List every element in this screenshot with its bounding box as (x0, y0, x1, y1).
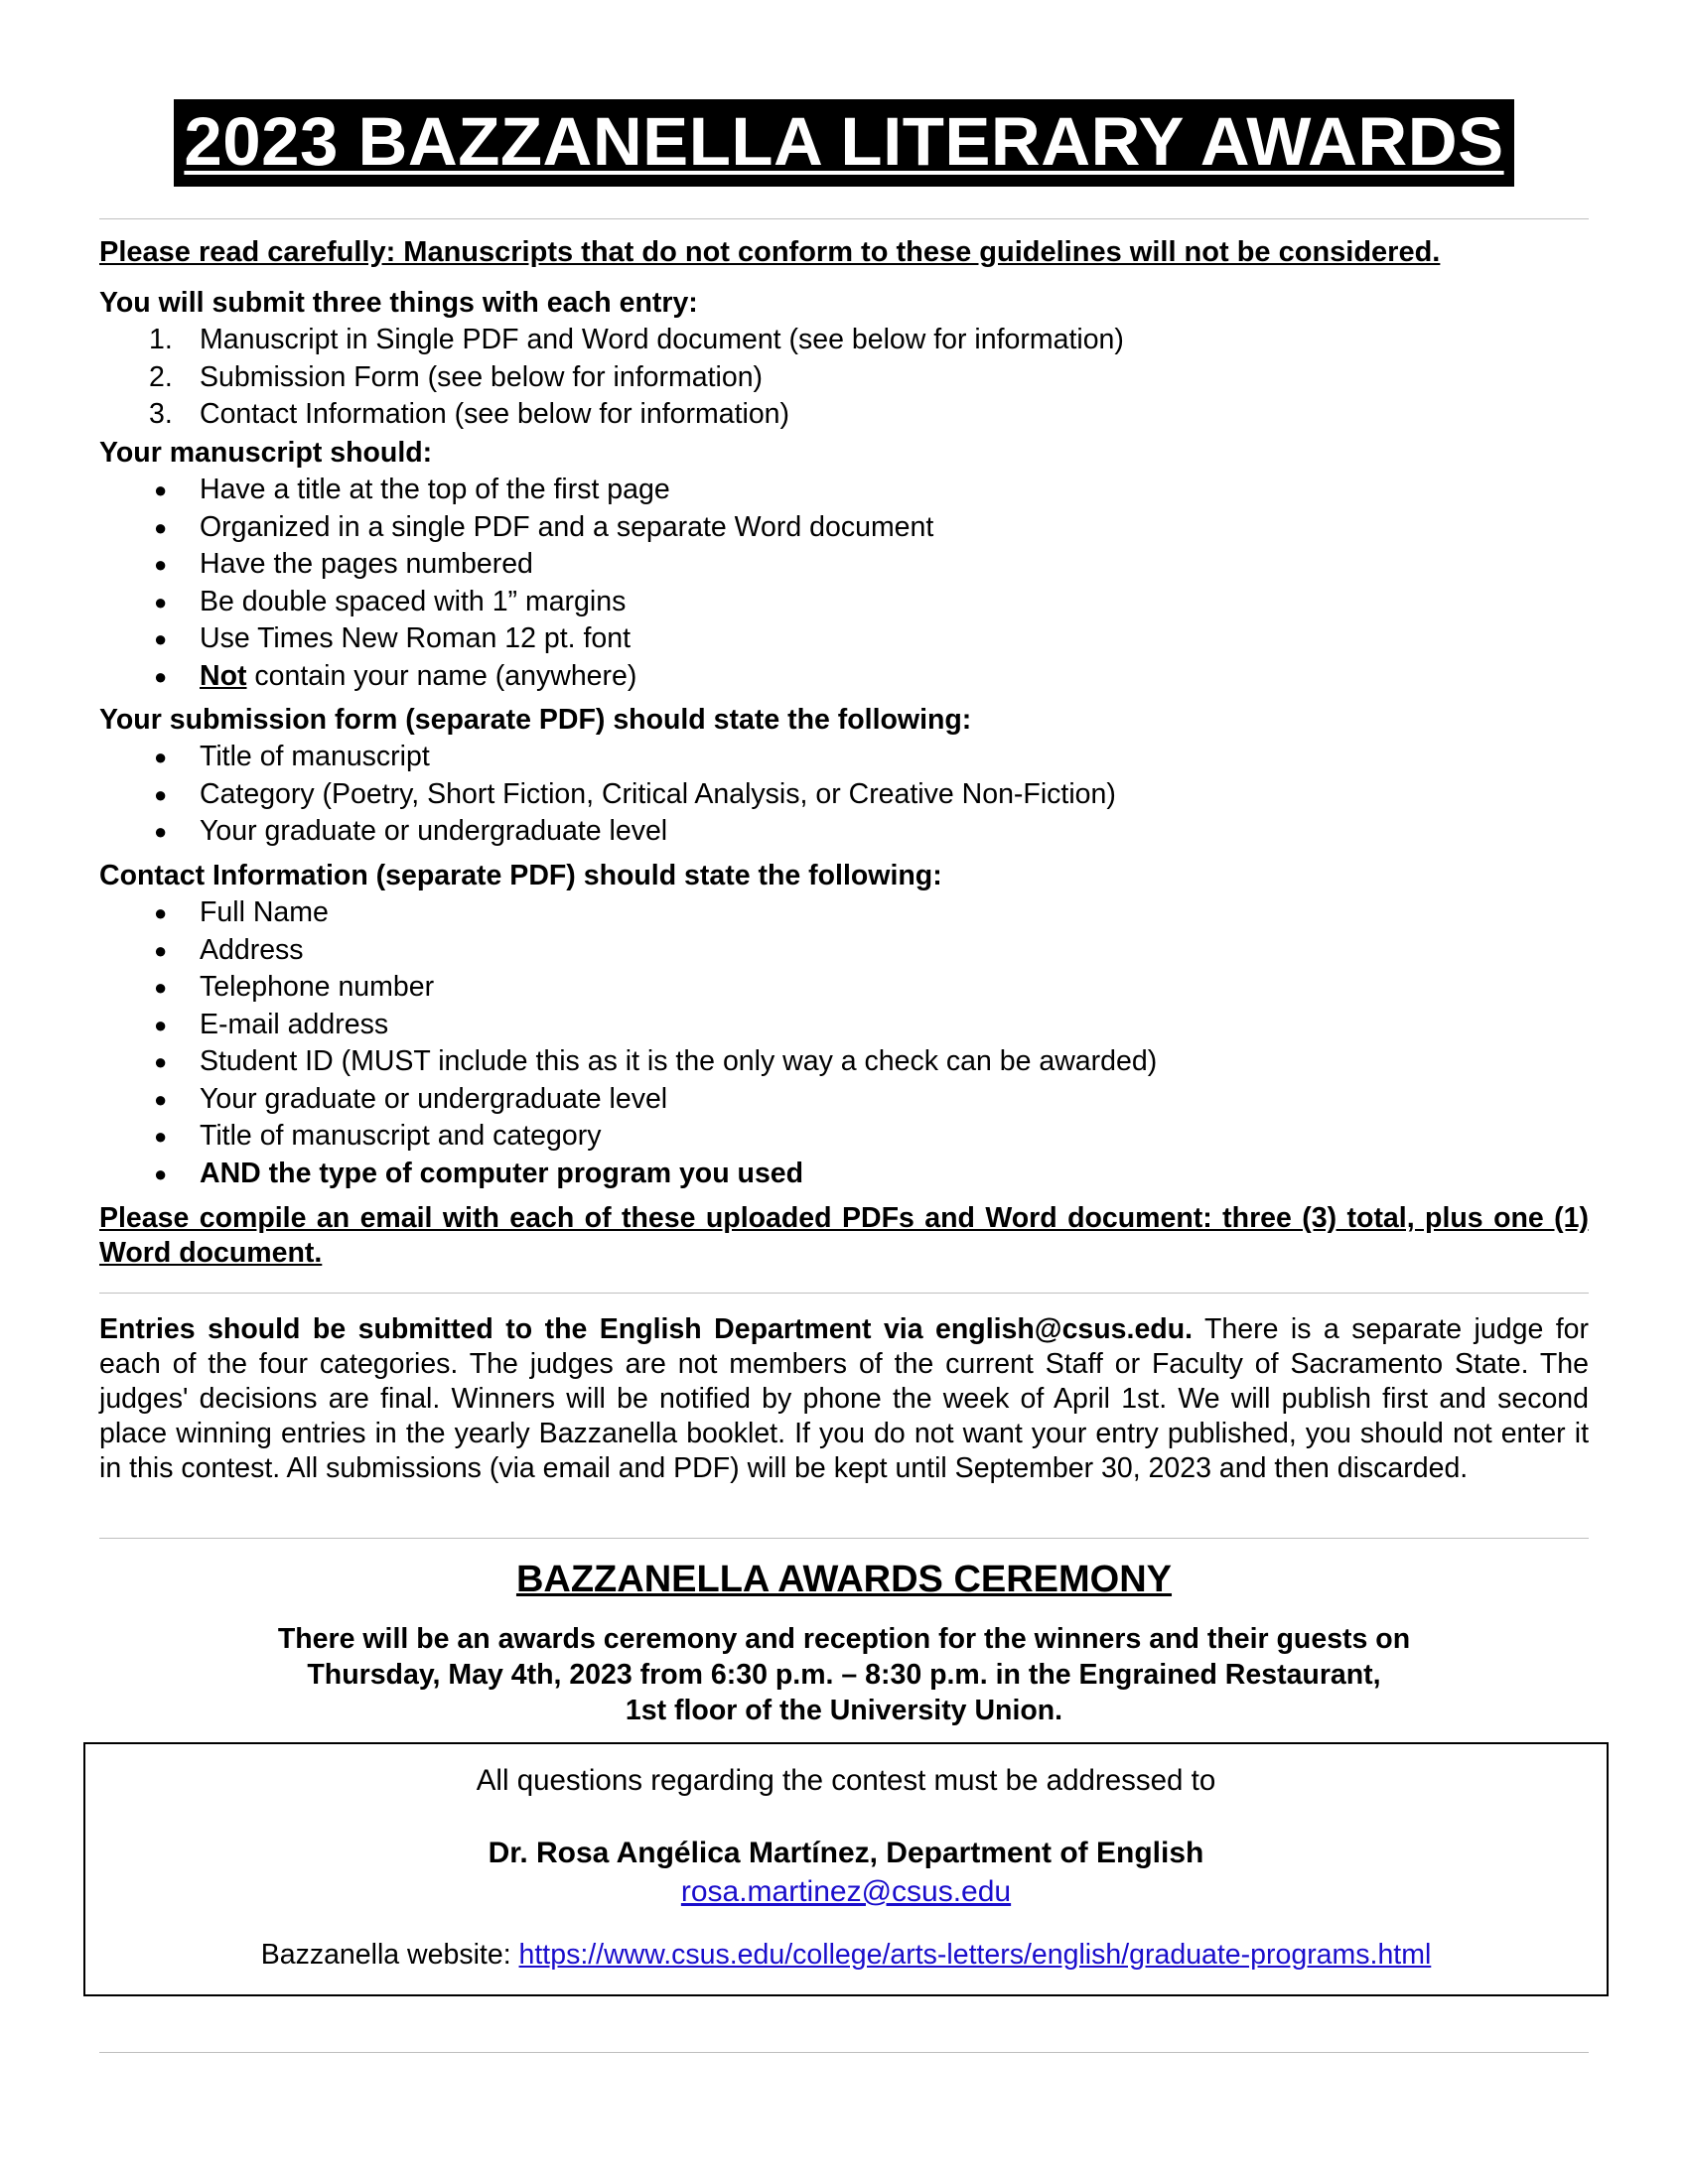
divider (99, 2052, 1589, 2053)
item-text: E-mail address (200, 1008, 389, 1040)
item-number: 2. (149, 360, 173, 393)
item-text: Category (Poetry, Short Fiction, Critical Analysis, or Creative Non-Fiction) (200, 777, 1116, 810)
list-item (99, 1007, 1589, 1044)
list-item (99, 1081, 1589, 1119)
contact-email-row (85, 1875, 1607, 1909)
bullet-icon: ● (154, 478, 168, 502)
page-title: 2023 BAZZANELLA LITERARY AWARDS (174, 99, 1513, 187)
bullet-icon: ● (154, 975, 168, 1000)
website-link[interactable]: https://www.csus.edu/college/arts-letters/english/graduate-programs.html (518, 1939, 1432, 1971)
item-number: 1. (149, 324, 173, 355)
list-item (99, 396, 1589, 434)
bullet-icon: ● (154, 552, 168, 577)
bullet-icon: ● (154, 626, 168, 651)
list-item (99, 658, 1589, 696)
entries-paragraph (99, 1312, 1589, 1486)
list-item (99, 739, 1589, 776)
bullet-icon: ● (154, 589, 168, 614)
bullet-icon: ● (154, 937, 168, 963)
manuscript-heading: Your manuscript should: (99, 437, 433, 469)
contact-box (83, 1742, 1609, 1996)
bullet-icon: ● (154, 514, 168, 540)
bullet-icon: ● (154, 1049, 168, 1074)
form-section (99, 702, 1589, 851)
form-heading: Your submission form (separate PDF) should state the following: (99, 704, 972, 736)
divider (99, 1538, 1589, 1539)
bullet-icon: ● (154, 1012, 168, 1037)
list-item (99, 932, 1589, 970)
questions-text: All questions regarding the contest must be addressed to (476, 1764, 1216, 1797)
list-item (99, 509, 1589, 547)
item-text: Address (200, 933, 304, 966)
warning-notice: Please read carefully: Manuscripts that do not conform to these guidelines will not be considered. (99, 236, 1441, 268)
list-item (99, 969, 1589, 1007)
ceremony-title: BAZZANELLA AWARDS CEREMONY (515, 1559, 1173, 1600)
bullet-icon: ● (154, 745, 168, 769)
item-text: Your graduate or undergraduate level (200, 1082, 668, 1115)
divider (99, 1293, 1589, 1294)
item-text: Have a title at the top of the first page (200, 474, 670, 505)
item-text: Title of manuscript and category (200, 1120, 602, 1152)
ceremony-details (0, 1621, 1688, 1728)
list-item (99, 546, 1589, 584)
ceremony-line: Thursday, May 4th, 2023 from 6:30 p.m. – 8:30 p.m. in the Engrained Restaurant, (307, 1659, 1381, 1691)
item-text: Student ID (MUST include this as it is the only way a check can be awarded) (200, 1045, 1158, 1077)
item-text: Manuscript in Single PDF and Word document (see below for information) (200, 324, 1124, 355)
manuscript-list (99, 472, 1589, 695)
website-row (85, 1939, 1607, 1972)
item-text: Be double spaced with 1” margins (200, 585, 627, 617)
contact-email-link[interactable]: rosa.martinez@csus.edu (680, 1875, 1012, 1908)
list-item (99, 322, 1589, 359)
item-text: Submission Form (see below for information) (200, 360, 764, 393)
entries-body: There is a separate judge for each of the four categories. The judges are not members of the current Staff or Faculty of Sacramento State. The judges' decisions are final. Winners will be notified by phone the week of April 1st. We will publish first and second place winning entries in the yearly Bazzanella booklet. If you do not want your entry published, you should not enter it in this contest. All submissions (via email and PDF) will be kept until September 30, 2023 and then discarded. (99, 1313, 1589, 1484)
list-item (99, 584, 1589, 621)
submit-heading: You will submit three things with each entry: (99, 287, 698, 319)
item-text: Organized in a single PDF and a separate Word document (200, 510, 934, 543)
compile-note: Please compile an email with each of these uploaded PDFs and Word document: three (3) total, plus one (1) Word document. (99, 1202, 1589, 1269)
list-item (99, 1118, 1589, 1156)
item-text: Title of manuscript (200, 741, 430, 772)
item-number: 3. (149, 398, 173, 430)
list-item (99, 359, 1589, 397)
bullet-icon: ● (154, 663, 168, 689)
bullet-icon: ● (154, 1086, 168, 1112)
bullet-icon: ● (154, 781, 168, 807)
item-text: AND the type of computer program you used (200, 1157, 804, 1189)
contact-section (99, 858, 1589, 1192)
item-text: Your graduate or undergraduate level (200, 815, 668, 847)
contact-heading: Contact Information (separate PDF) should state the following: (99, 860, 942, 891)
title-block (0, 99, 1688, 187)
bullet-icon: ● (154, 1160, 168, 1186)
list-item (99, 1156, 1589, 1193)
submit-list (99, 322, 1589, 434)
divider (99, 218, 1589, 219)
list-item (99, 813, 1589, 851)
item-text: contain your name (anywhere) (246, 659, 637, 692)
ceremony-line: 1st floor of the University Union. (625, 1695, 1063, 1726)
item-text: Use Times New Roman 12 pt. font (200, 622, 632, 654)
item-text: Have the pages numbered (200, 548, 533, 580)
contact-name: Dr. Rosa Angélica Martínez, Department of English (488, 1837, 1204, 1869)
list-item (99, 776, 1589, 814)
bullet-icon: ● (154, 1124, 168, 1149)
manuscript-section (99, 435, 1589, 695)
website-label: Bazzanella website: (260, 1939, 519, 1971)
emphasis-text: Not (200, 659, 247, 692)
submit-section (99, 285, 1589, 434)
item-text: Full Name (200, 896, 329, 928)
list-item (99, 620, 1589, 658)
list-item (99, 472, 1589, 509)
item-text: Contact Information (see below for information) (200, 398, 790, 430)
bullet-icon: ● (154, 900, 168, 925)
ceremony-line: There will be an awards ceremony and reception for the winners and their guests on (277, 1623, 1411, 1655)
list-item (99, 894, 1589, 932)
contact-list (99, 894, 1589, 1192)
list-item (99, 1043, 1589, 1081)
entries-lead: Entries should be submitted to the English Department via english@csus.edu. (99, 1313, 1194, 1345)
bullet-icon: ● (154, 819, 168, 844)
item-text: Telephone number (200, 971, 435, 1003)
form-list (99, 739, 1589, 851)
